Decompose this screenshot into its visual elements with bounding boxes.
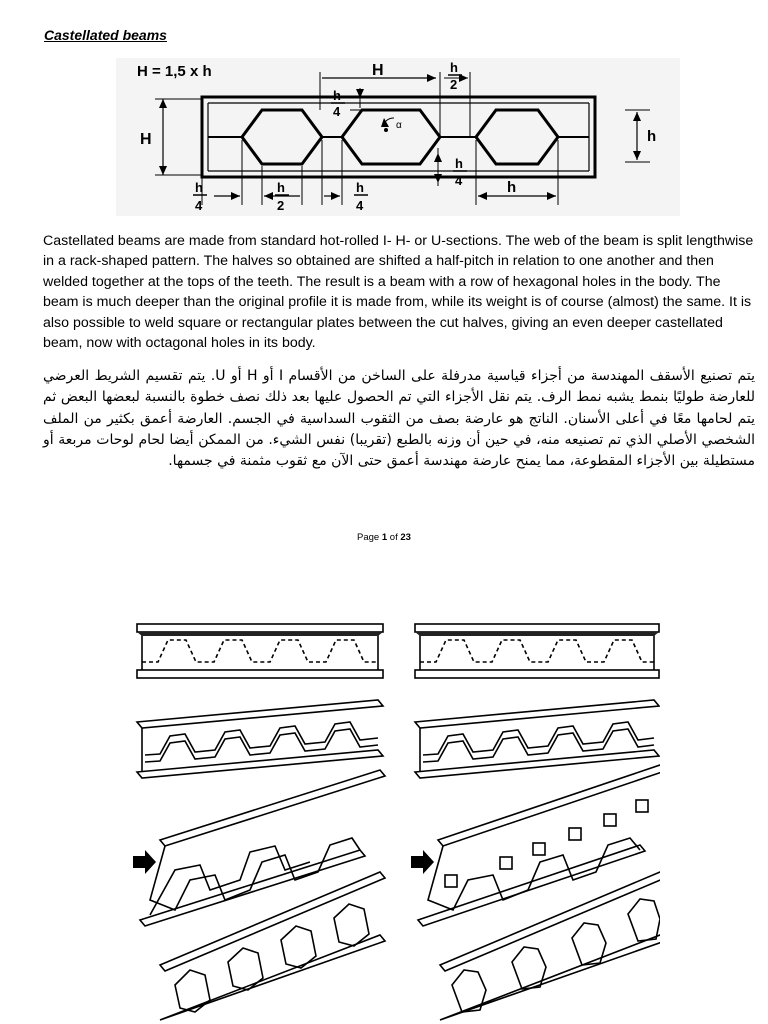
page-label: Page — [357, 532, 380, 543]
page-current: 1 — [381, 532, 388, 543]
label-h-hole: h — [647, 128, 657, 145]
fraction-denominator: 2 — [277, 198, 285, 213]
fraction-denominator: 4 — [455, 173, 463, 188]
document-title: Castellated beams — [44, 27, 167, 43]
fraction-numerator: h — [195, 180, 203, 195]
fraction-numerator: h — [356, 180, 364, 195]
fraction-numerator: h — [450, 60, 458, 75]
fraction-denominator: 4 — [195, 198, 203, 213]
formula-label: H = 1,5 x h — [137, 63, 212, 80]
page-of: of — [389, 532, 398, 543]
label-alpha: α — [396, 120, 402, 131]
fraction-denominator: 2 — [450, 77, 458, 92]
label-H-height: H — [140, 131, 152, 148]
page-total: 23 — [400, 532, 411, 543]
castellated-beam-dimension-diagram — [116, 58, 680, 216]
arabic-paragraph: يتم تصنيع الأسقف المهندسة من أجزاء قياسية مدرفلة على الساخن من الأقسام I أو H أو U. يتم تقسيم الشريط العرضي للعارضة طوليًا بنمط يشبه نمط الرف. يتم نقل الأجزاء التي تم الحصول عليها بعد ذلك نصف خطوة بالنسبة لبعضها البعض ثم يتم لحامها معًا في أعلى الأسنان. الناتج هو عارضة بصف من الثقوب السداسية في الجسم. العارضة أعمق بكثير من الملف الشخصي الأصلي الذي تم تصنيعه منه، في حين أن وزنه بالطبع (تقريبا) نفس الشيء. من الممكن أيضا لحام لوحات مربعة أو مستطيلة بين الأجزاء المقطوعة، مما يمنح عارضة مهندسة أعمق حتى الآن مع ثقوب مثمنة في جسمها. — [43, 368, 755, 470]
fraction-numerator: h — [455, 156, 463, 171]
fraction-numerator: h — [333, 88, 341, 103]
right-arrow-icon — [411, 850, 434, 874]
label-H-pitch: H — [372, 62, 384, 79]
english-paragraph: Castellated beams are made from standard hot-rolled I- H- or U-sections. The web of the beam is split lengthwise in a rack-shaped pattern. The halves so obtained are shifted a half-pitch in relation to one another and then welded together at the tops of the teeth. The result is a beam with a row of hexagonal holes in the body. The beam is much deeper than the original profile it is made from, while its weight is of course (almost) the same. It is also possible to weld square or rectangular plates between the cut halves, giving an even deeper castellated beam, now with octagonal holes in its body. — [43, 233, 754, 352]
label-h-bottom: h — [507, 179, 517, 196]
fraction-denominator: 4 — [356, 198, 364, 213]
fraction-denominator: 4 — [333, 104, 341, 119]
castellated-beam-fabrication-illustration — [120, 612, 660, 1024]
page-footer — [0, 532, 768, 543]
left-arrow-icon — [133, 850, 156, 874]
fraction-numerator: h — [277, 180, 285, 195]
